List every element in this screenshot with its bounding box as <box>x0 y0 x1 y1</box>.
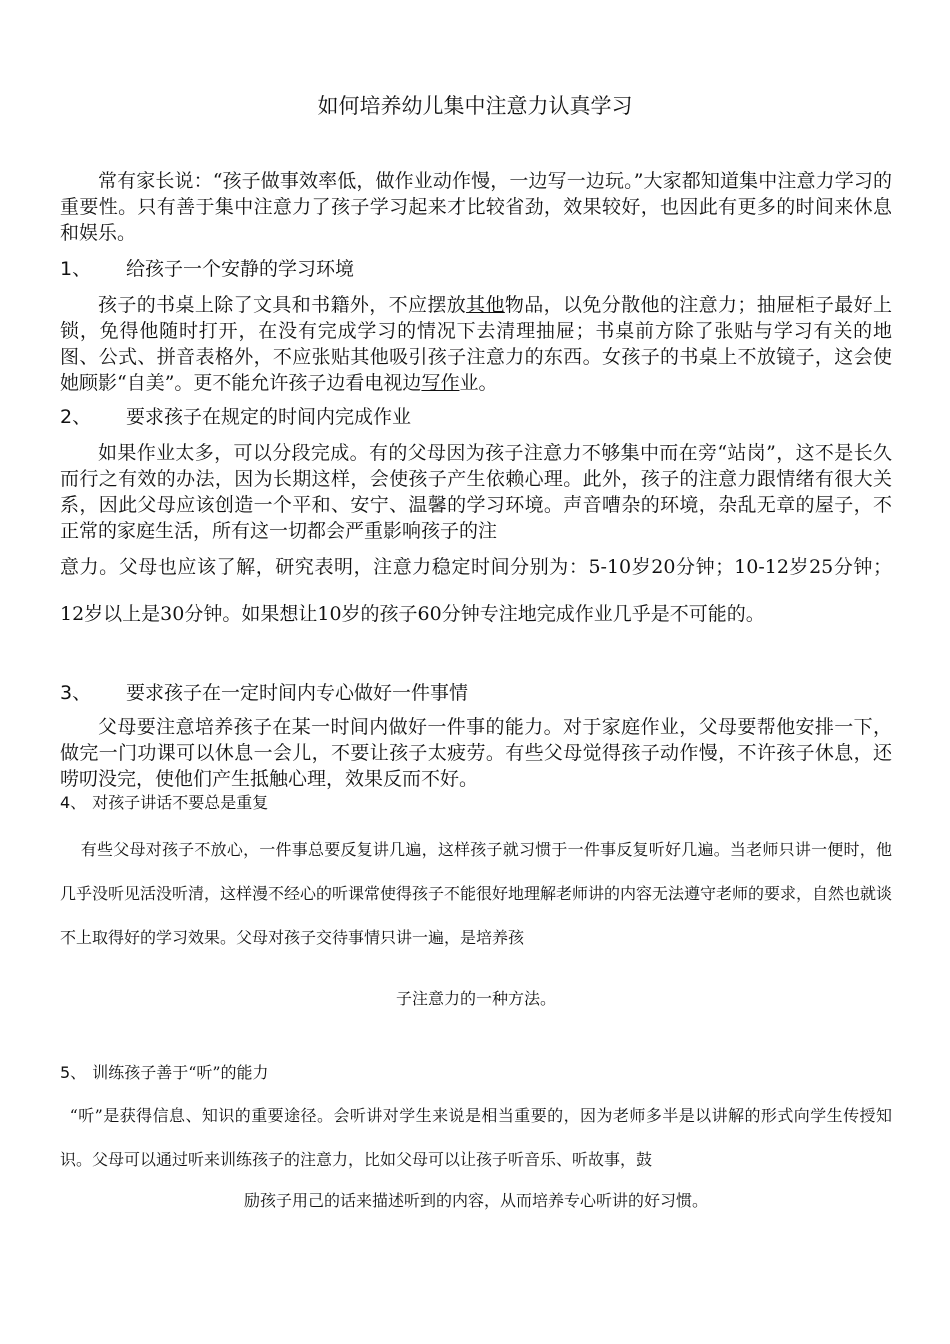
section-2-paragraph-a: 如果作业太多，可以分段完成。有的父母因为孩子注意力不够集中而在旁“站岗”，这不是长久而行之有效的办法，因为长期这样，会使孩子产生依赖心理。此外，孩子的注意力跟情绪有很大关系，因此父母应该创造一个平和、安宁、温馨的学习环境。声音嘈杂的环境，杂乱无章的屋子，不正常的家庭生活，所有这一切都会严重影响孩子的注 <box>60 442 892 542</box>
section-3-heading <box>60 680 468 706</box>
section-1-text-a: 孩子的书桌上除了文具和书籍外，不应摆放 <box>98 294 467 316</box>
section-5-paragraph-tail: 励孩子用己的话来描述听到的内容，从而培养专心听讲的好习惯。 <box>243 1191 708 1210</box>
section-3-paragraph: 父母要注意培养孩子在某一时间内做好一件事的能力。对于家庭作业，父母要帮他安排一下，做完一门功课可以休息一会儿，不要让孩子太疲劳。有些父母觉得孩子动作慢，不许孩子休息，还唠叨没完，使他们产生抵触心理，效果反而不好。 <box>60 716 892 790</box>
section-5-heading <box>60 1060 269 1086</box>
intro-paragraph: 常有家长说：“孩子做事效率低，做作业动作慢，一边写一边玩。”大家都知道集中注意力学习的重要性。只有善于集中注意力了孩子学习起来才比较省劲，效果较好，也因此有更多的时间来休息和娱乐。 <box>60 170 892 244</box>
section-2-title: 要求孩子在规定的时间内完成作业 <box>126 406 412 428</box>
section-1-heading <box>60 256 354 282</box>
section-4-title: 对孩子讲话不要总是重复 <box>92 793 269 812</box>
section-2-paragraph-b: 意力。父母也应该了解，研究表明，注意力稳定时间分别为：5-10岁20分钟；10-12岁25分钟；12岁以上是30分钟。如果想让10岁的孩子60分钟专注地完成作业几乎是不可能的。 <box>60 556 892 625</box>
section-1-text-c: 业。 <box>459 372 498 394</box>
section-1-number: 1、 <box>60 258 92 280</box>
section-1-underlined-1: 其他 <box>466 294 505 316</box>
section-5-number: 5、 <box>60 1063 87 1082</box>
section-2-heading <box>60 404 411 430</box>
section-1-title: 给孩子一个安静的学习环境 <box>126 258 355 280</box>
section-2-number: 2、 <box>60 406 92 428</box>
section-4-paragraph-tail: 子注意力的一种方法。 <box>395 989 556 1008</box>
section-4-number: 4、 <box>60 793 87 812</box>
section-1-paragraph <box>60 292 892 396</box>
section-3-number: 3、 <box>60 682 92 704</box>
section-1-text-b: 物品，以免分散他的注意力；抽屉柜子最好上锁，免得他随时打开，在没有完成学习的情况下去清理抽屉；书桌前方除了张贴与学习有关的地图、公式、拼音表格外，不应张贴其他吸引孩子注意力的东西。女孩子的书桌上不放镜子，这会使她顾影“自美”。更不能允许孩子边看电视边 <box>60 294 892 394</box>
section-1-underlined-2: 写作 <box>421 372 460 394</box>
section-4-paragraph: 有些父母对孩子不放心，一件事总要反复讲几遍，这样孩子就习惯于一件事反复听好几遍。当老师只讲一便时，他几乎没听见活没听清，这样漫不经心的听课常使得孩子不能很好地理解老师讲的内容无法遵守老师的要求，自然也就谈不上取得好的学习效果。父母对孩子交待事情只讲一遍，是培养孩 <box>60 840 893 947</box>
section-4-heading <box>60 790 268 816</box>
section-5-paragraph: “听”是获得信息、知识的重要途径。会听讲对学生来说是相当重要的，因为老师多半是以讲解的形式向学生传授知识。父母可以通过听来训练孩子的注意力，比如父母可以让孩子听音乐、听故事，鼓 <box>60 1106 892 1169</box>
section-5-title: 训练孩子善于“听”的能力 <box>92 1063 269 1082</box>
document-title: 如何培养幼儿集中注意力认真学习 <box>317 94 633 118</box>
section-3-title: 要求孩子在一定时间内专心做好一件事情 <box>126 682 469 704</box>
